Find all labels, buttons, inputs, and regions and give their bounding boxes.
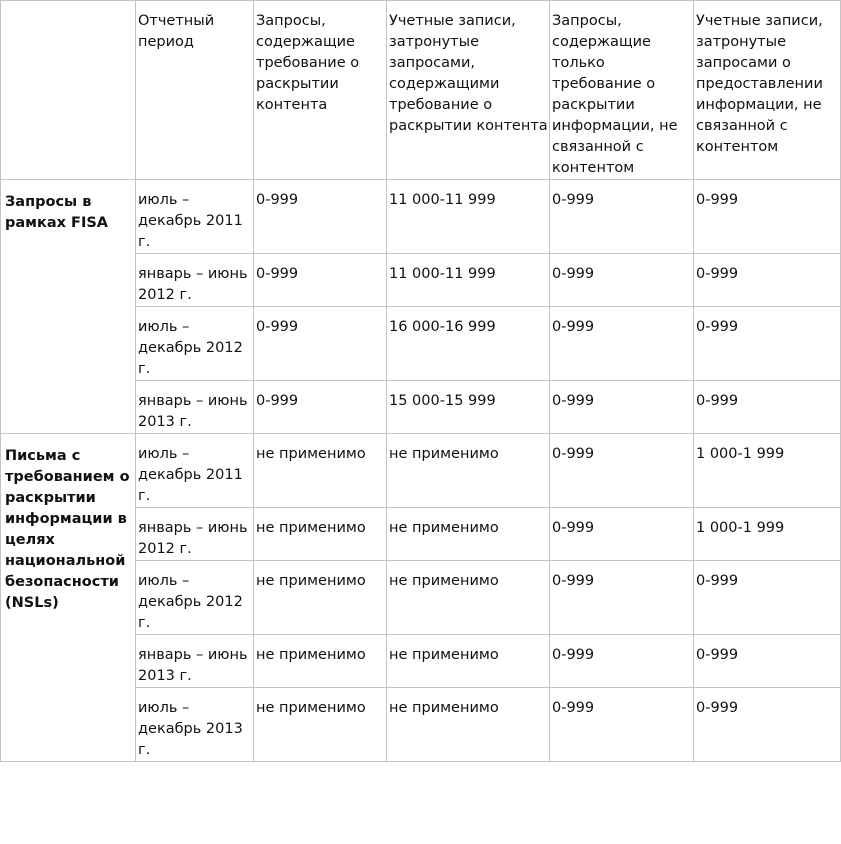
period-cell: январь – июнь 2013 г. xyxy=(136,635,254,688)
table-row xyxy=(1,434,841,508)
noncontent-accounts-cell: 0-999 xyxy=(694,180,841,254)
content-accounts-cell: не применимо xyxy=(387,434,550,508)
period-cell: январь – июнь 2012 г. xyxy=(136,508,254,561)
table-row xyxy=(1,180,841,254)
noncontent-requests-cell: 0-999 xyxy=(550,180,694,254)
noncontent-accounts-cell: 0-999 xyxy=(694,381,841,434)
header-corner xyxy=(1,1,136,180)
category-fisa: Запросы в рамках FISA xyxy=(1,180,136,434)
header-period: Отчетный период xyxy=(136,1,254,180)
period-cell: июль – декабрь 2012 г. xyxy=(136,561,254,635)
header-content-accounts: Учетные записи, затронутые запросами, содержащими требование о раскрытии контента xyxy=(387,1,550,180)
noncontent-requests-cell: 0-999 xyxy=(550,635,694,688)
content-requests-cell: не применимо xyxy=(254,561,387,635)
period-cell: январь – июнь 2012 г. xyxy=(136,254,254,307)
content-accounts-cell: 11 000-11 999 xyxy=(387,254,550,307)
noncontent-requests-cell: 0-999 xyxy=(550,561,694,635)
noncontent-accounts-cell: 1 000-1 999 xyxy=(694,508,841,561)
period-cell: июль – декабрь 2011 г. xyxy=(136,180,254,254)
content-requests-cell: не применимо xyxy=(254,434,387,508)
noncontent-accounts-cell: 0-999 xyxy=(694,307,841,381)
period-cell: январь – июнь 2013 г. xyxy=(136,381,254,434)
noncontent-accounts-cell: 0-999 xyxy=(694,561,841,635)
header-content-requests: Запросы, содержащие требование о раскрытии контента xyxy=(254,1,387,180)
content-requests-cell: не применимо xyxy=(254,508,387,561)
noncontent-accounts-cell: 0-999 xyxy=(694,635,841,688)
noncontent-requests-cell: 0-999 xyxy=(550,508,694,561)
header-noncontent-requests: Запросы, содержащие только требование о раскрытии информации, не связанной с контентом xyxy=(550,1,694,180)
content-accounts-cell: не применимо xyxy=(387,688,550,762)
content-accounts-cell: не применимо xyxy=(387,561,550,635)
content-requests-cell: 0-999 xyxy=(254,180,387,254)
content-accounts-cell: 11 000-11 999 xyxy=(387,180,550,254)
noncontent-accounts-cell: 1 000-1 999 xyxy=(694,434,841,508)
noncontent-requests-cell: 0-999 xyxy=(550,688,694,762)
header-noncontent-accounts: Учетные записи, затронутые запросами о предоставлении информации, не связанной с контентом xyxy=(694,1,841,180)
period-cell: июль – декабрь 2013 г. xyxy=(136,688,254,762)
content-requests-cell: 0-999 xyxy=(254,254,387,307)
header-row xyxy=(1,1,841,180)
noncontent-requests-cell: 0-999 xyxy=(550,434,694,508)
noncontent-requests-cell: 0-999 xyxy=(550,381,694,434)
content-accounts-cell: не применимо xyxy=(387,635,550,688)
noncontent-accounts-cell: 0-999 xyxy=(694,688,841,762)
content-requests-cell: не применимо xyxy=(254,688,387,762)
period-cell: июль – декабрь 2011 г. xyxy=(136,434,254,508)
noncontent-accounts-cell: 0-999 xyxy=(694,254,841,307)
noncontent-requests-cell: 0-999 xyxy=(550,307,694,381)
category-nsl: Письма с требованием о раскрытии информации в целях национальной безопасности (NSLs) xyxy=(1,434,136,762)
content-accounts-cell: 15 000-15 999 xyxy=(387,381,550,434)
period-cell: июль – декабрь 2012 г. xyxy=(136,307,254,381)
content-requests-cell: 0-999 xyxy=(254,307,387,381)
content-requests-cell: не применимо xyxy=(254,635,387,688)
content-accounts-cell: не применимо xyxy=(387,508,550,561)
content-accounts-cell: 16 000-16 999 xyxy=(387,307,550,381)
content-requests-cell: 0-999 xyxy=(254,381,387,434)
noncontent-requests-cell: 0-999 xyxy=(550,254,694,307)
